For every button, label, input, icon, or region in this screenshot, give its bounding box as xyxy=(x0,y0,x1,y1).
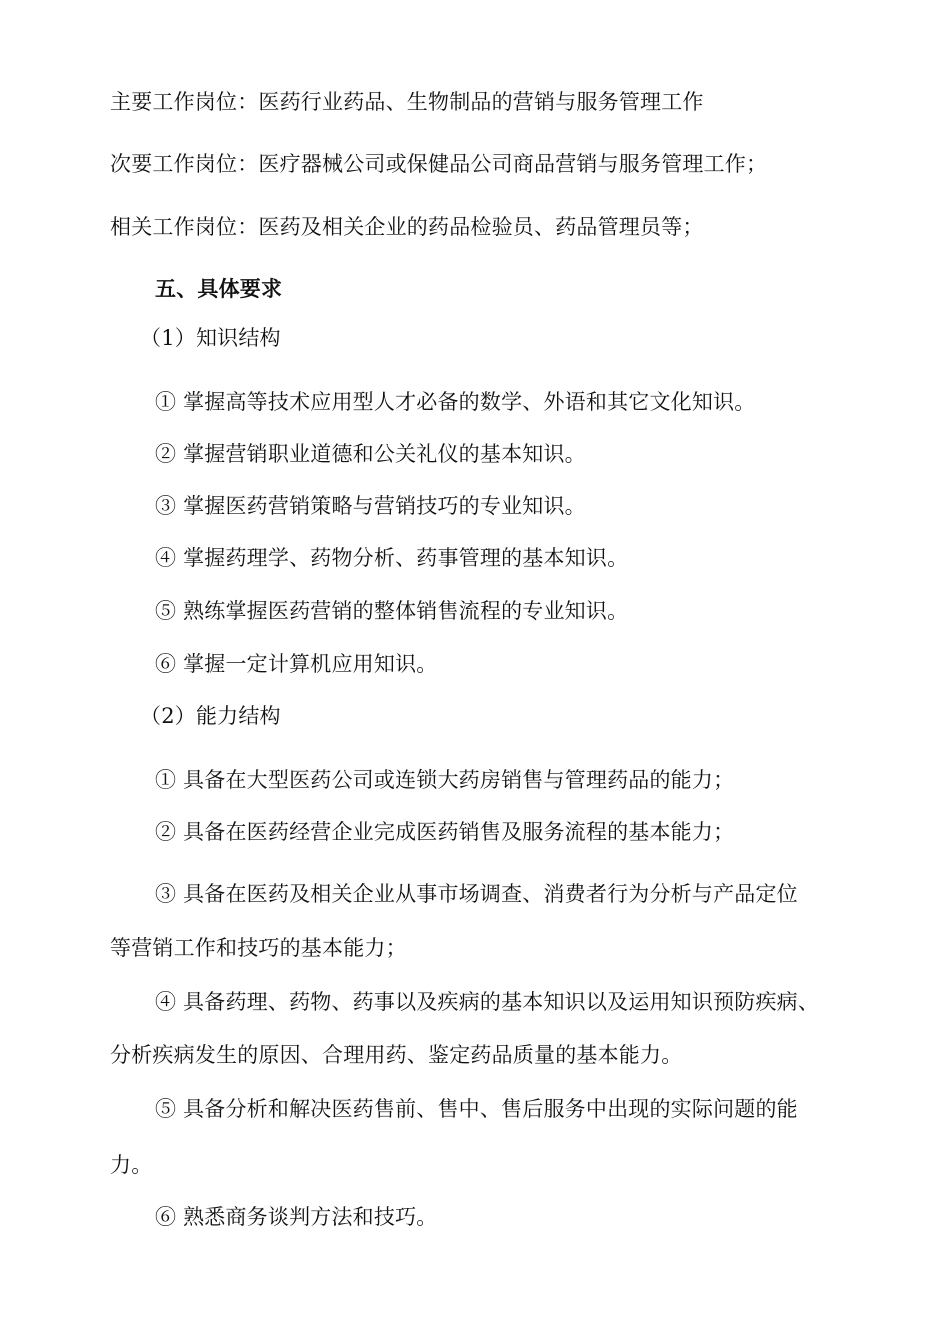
related-position-line: 相关工作岗位：医药及相关企业的药品检验员、药品管理员等； xyxy=(110,215,704,239)
ability-item-continuation: 等营销工作和技巧的基本能力； xyxy=(110,936,407,960)
ability-item: ③ 具备在医药及相关企业从事市场调查、消费者行为分析与产品定位 xyxy=(155,882,798,906)
ability-item: ① 具备在大型医药公司或连锁大药房销售与管理药品的能力； xyxy=(155,768,735,792)
ability-item: ② 具备在医药经营企业完成医药销售及服务流程的基本能力； xyxy=(155,820,735,844)
ability-structure-title: （2）能力结构 xyxy=(140,704,281,728)
knowledge-item: ⑤ 熟练掌握医药营销的整体销售流程的专业知识。 xyxy=(155,599,629,623)
ability-item-continuation: 力。 xyxy=(110,1153,153,1177)
ability-item: ⑤ 具备分析和解决医药售前、售中、售后服务中出现的实际问题的能 xyxy=(155,1097,798,1121)
section-heading: 五、具体要求 xyxy=(155,276,283,301)
knowledge-item: ① 掌握高等技术应用型人才必备的数学、外语和其它文化知识。 xyxy=(155,390,756,414)
knowledge-item: ② 掌握营销职业道德和公关礼仪的基本知识。 xyxy=(155,442,586,466)
knowledge-item: ③ 掌握医药营销策略与营销技巧的专业知识。 xyxy=(155,494,586,518)
ability-item: ⑥ 熟悉商务谈判方法和技巧。 xyxy=(155,1205,438,1229)
knowledge-item: ④ 掌握药理学、药物分析、药事管理的基本知识。 xyxy=(155,546,629,570)
ability-item-continuation: 分析疾病发生的原因、合理用药、鉴定药品质量的基本能力。 xyxy=(110,1043,683,1067)
ability-item: ④ 具备药理、药物、药事以及疾病的基本知识以及运用知识预防疾病、 xyxy=(155,990,820,1014)
main-position-line: 主要工作岗位：医药行业药品、生物制品的营销与服务管理工作 xyxy=(110,90,704,114)
secondary-position-line: 次要工作岗位：医疗器械公司或保健品公司商品营销与服务管理工作； xyxy=(110,152,768,176)
knowledge-structure-title: （1）知识结构 xyxy=(140,326,281,350)
knowledge-item: ⑥ 掌握一定计算机应用知识。 xyxy=(155,652,438,676)
